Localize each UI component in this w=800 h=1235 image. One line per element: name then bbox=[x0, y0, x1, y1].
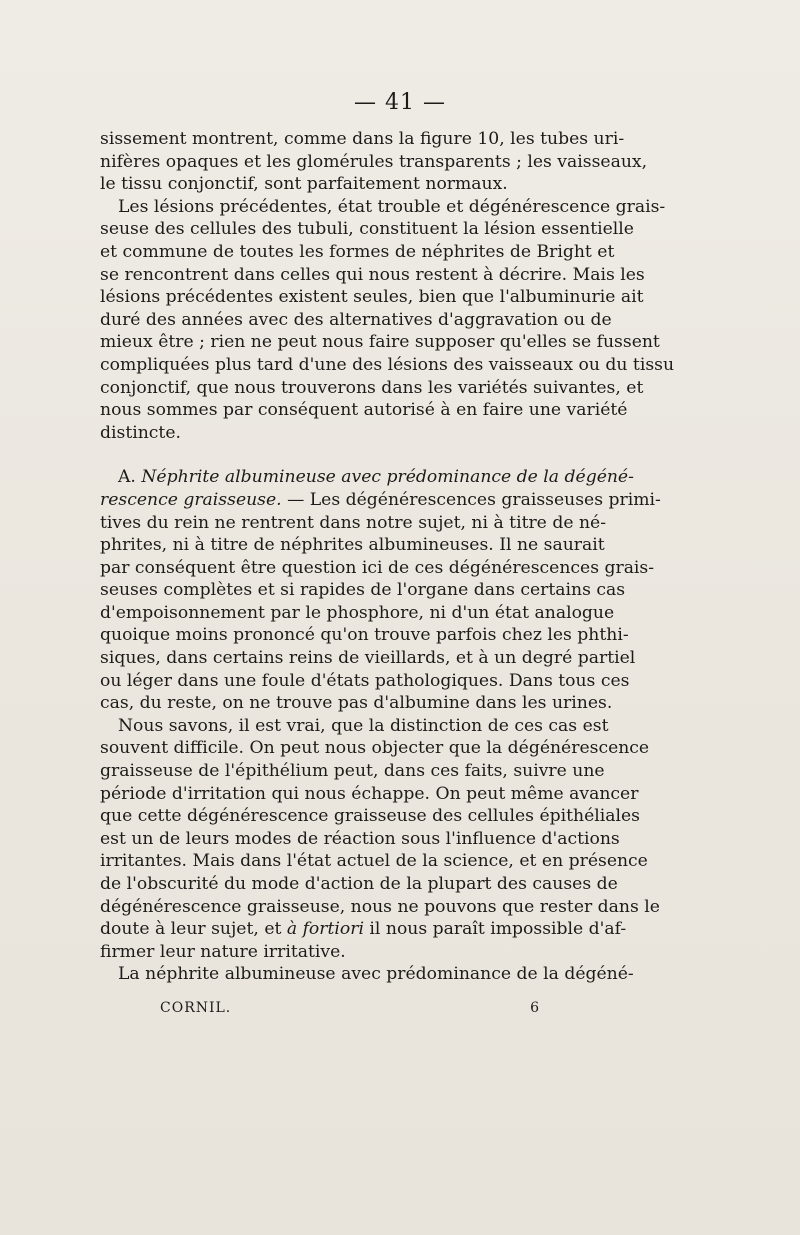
text-line: La néphrite albumineuse avec prédominance de la dégéné- bbox=[118, 964, 634, 985]
section-title-cont: rescence graisseuse. bbox=[100, 489, 282, 510]
text-line: quoique moins prononcé qu'on trouve parfois chez les phthi- bbox=[100, 625, 629, 646]
text-fragment: — Les dégénérescences graisseuses primi- bbox=[281, 489, 661, 510]
text-line: phrites, ni à titre de néphrites albumineuses. Il ne saurait bbox=[100, 535, 605, 556]
italic-phrase: à fortiori bbox=[286, 919, 364, 940]
text-line: graisseuse de l'épithélium peut, dans ces faits, suivre une bbox=[100, 761, 605, 782]
section-heading-line bbox=[100, 466, 634, 489]
text-line: se rencontrent dans celles qui nous restent à décrire. Mais les bbox=[100, 264, 645, 285]
text-line: que cette dégénérescence graisseuse des cellules épithéliales bbox=[100, 806, 640, 827]
page-number: — 41 — bbox=[354, 90, 446, 115]
text-line: duré des années avec des alternatives d'aggravation ou de bbox=[100, 309, 612, 330]
page-footer bbox=[160, 1000, 540, 1016]
sheet-number: 6 bbox=[530, 1000, 540, 1016]
text-line: dégénérescence graisseuse, nous ne pouvons que rester dans le bbox=[100, 896, 660, 917]
text-line: nous sommes par conséquent autorisé à en faire une variété bbox=[100, 400, 628, 421]
text-line bbox=[100, 489, 661, 512]
text-line: souvent difficile. On peut nous objecter que la dégénérescence bbox=[100, 738, 650, 759]
text-line: période d'irritation qui nous échappe. On peut même avancer bbox=[100, 783, 639, 804]
text-line bbox=[100, 918, 627, 941]
text-fragment: il nous paraît impossible d'af- bbox=[363, 919, 627, 940]
text-line: nifères opaques et les glomérules transparents ; les vaisseaux, bbox=[100, 151, 648, 172]
text-line: firmer leur nature irritative. bbox=[100, 941, 346, 962]
text-line: conjonctif, que nous trouverons dans les variétés suivantes, et bbox=[100, 377, 644, 398]
text-line: sissement montrent, comme dans la figure 10, les tubes uri- bbox=[100, 129, 625, 149]
text-line: Nous savons, il est vrai, que la distinction de ces cas est bbox=[118, 715, 609, 736]
text-line: compliquées plus tard d'une des lésions des vaisseaux ou du tissu bbox=[100, 354, 675, 375]
section-label: A. bbox=[118, 467, 136, 488]
text-line: irritantes. Mais dans l'état actuel de la science, et en présence bbox=[100, 851, 648, 872]
section-gap bbox=[100, 444, 590, 466]
text-line: ou léger dans une foule d'états pathologiques. Dans tous ces bbox=[100, 670, 630, 691]
text-line: est un de leurs modes de réaction sous l'influence d'actions bbox=[100, 828, 620, 849]
text-fragment: doute à leur sujet, et bbox=[100, 919, 287, 940]
text-line: par conséquent être question ici de ces dégénérescences grais- bbox=[100, 557, 655, 578]
signature-mark: CORNIL. bbox=[160, 1000, 232, 1016]
text-line: lésions précédentes existent seules, bien que l'albuminurie ait bbox=[100, 287, 644, 308]
body-text bbox=[100, 128, 675, 986]
text-line: cas, du reste, on ne trouve pas d'albumine dans les urines. bbox=[100, 693, 613, 714]
text-line: mieux être ; rien ne peut nous faire supposer qu'elles se fussent bbox=[100, 332, 660, 353]
text-line: seuse des cellules des tubuli, constituent la lésion essentielle bbox=[100, 219, 634, 240]
section-title: Néphrite albumineuse avec prédominance de la dégéné- bbox=[141, 467, 634, 488]
text-line: siques, dans certains reins de vieillards, et à un degré partiel bbox=[100, 648, 636, 669]
text-line: tives du rein ne rentrent dans notre sujet, ni à titre de né- bbox=[100, 512, 607, 533]
text-line: Les lésions précédentes, état trouble et dégénérescence grais- bbox=[118, 196, 666, 217]
text-line: distincte. bbox=[100, 422, 181, 443]
text-line: d'empoisonnement par le phosphore, ni d'un état analogue bbox=[100, 602, 615, 623]
text-line: seuses complètes et si rapides de l'organe dans certains cas bbox=[100, 580, 626, 601]
text-line: de l'obscurité du mode d'action de la plupart des causes de bbox=[100, 874, 618, 894]
text-line: et commune de toutes les formes de néphrites de Bright et bbox=[100, 241, 615, 262]
text-line: le tissu conjonctif, sont parfaitement normaux. bbox=[100, 174, 508, 195]
